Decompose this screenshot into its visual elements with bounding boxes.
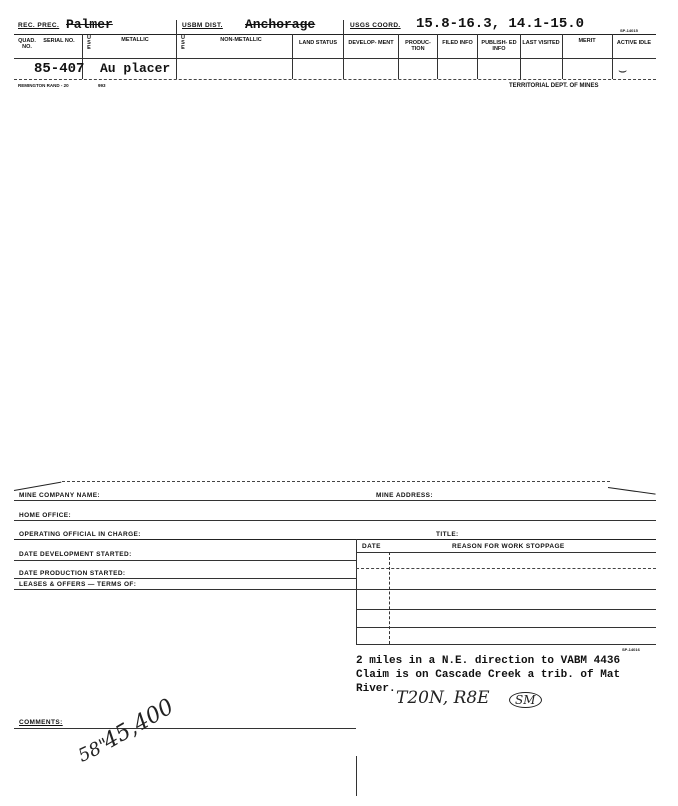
handwritten-comment-1: 58" — [75, 734, 113, 767]
form-code-bottom: SP-14016 — [622, 647, 640, 652]
notes-left-border-lower — [356, 756, 357, 796]
mine-address-label: MINE ADDRESS: — [376, 492, 433, 499]
rule-production — [14, 578, 356, 579]
form-code-top: SP-14015 — [620, 28, 638, 33]
col-land-status: LAND STATUS — [299, 40, 337, 46]
active-idle-mark: ⌣ — [618, 62, 628, 78]
mine-company-name-label: MINE COMPANY NAME: — [19, 492, 100, 499]
stoppage-left-border — [356, 539, 357, 644]
handwritten-township-range: T20N, R8E — [396, 688, 490, 708]
card-col-6 — [437, 34, 438, 79]
col-use-metallic: U S E — [87, 35, 91, 51]
quad-serial-value: 85-407 — [34, 61, 85, 77]
stoppage-date-header: DATE — [362, 543, 381, 550]
rule-stoppage-4 — [356, 627, 656, 628]
usbm-dist-label: USBM DIST. — [182, 22, 223, 29]
title-label: TITLE: — [436, 531, 459, 538]
card-col-7 — [477, 34, 478, 79]
form-top-dashed — [62, 481, 610, 482]
rule-leases — [14, 589, 356, 590]
metallic-value: Au placer — [100, 61, 171, 76]
col-production: PRODUC- TION — [405, 40, 431, 52]
col-published-info: PUBLISH- ED INFO — [481, 40, 517, 52]
card-col-10 — [612, 34, 613, 79]
rule-stoppage-1 — [356, 568, 656, 569]
usbm-dist-value: Anchorage — [245, 17, 316, 32]
card-col-3 — [292, 34, 293, 79]
note-line-2: Claim is on Cascade Creek a trib. of Mat — [356, 669, 621, 681]
date-development-label: DATE DEVELOPMENT STARTED: — [19, 551, 132, 558]
card-rule-3 — [14, 79, 656, 80]
rec-prec-label: REC. PREC. — [18, 22, 60, 29]
printer-code: 993 — [98, 83, 106, 88]
handwritten-meridian: SM — [509, 692, 542, 708]
rule-stoppage-5 — [356, 644, 656, 645]
card-col-5 — [398, 34, 399, 79]
stoppage-reason-header: REASON FOR WORK STOPPAGE — [452, 543, 565, 550]
form-top-curve-left — [14, 482, 61, 491]
date-production-label: DATE PRODUCTION STARTED: — [19, 570, 126, 577]
col-serial-no: SERIAL NO. — [43, 38, 75, 44]
rec-prec-value: Palmer — [66, 17, 113, 32]
col-metallic: METALLIC — [121, 37, 149, 43]
col-last-visited: LAST VISITED — [522, 40, 560, 46]
home-office-label: HOME OFFICE: — [19, 512, 72, 519]
col-quad-no: QUAD. NO. — [18, 38, 36, 50]
col-development: DEVELOP- MENT — [348, 40, 394, 46]
comments-label: COMMENTS: — [19, 719, 63, 726]
agency-label: TERRITORIAL DEPT. OF MINES — [509, 83, 599, 89]
rule-home-office — [14, 520, 656, 521]
rule-stoppage-head — [356, 552, 656, 553]
col-use-nonmetallic: U S E — [181, 35, 185, 51]
rule-stoppage-3 — [356, 609, 656, 610]
usgs-coord-label: USGS COORD. — [350, 22, 401, 29]
operating-official-label: OPERATING OFFICIAL IN CHARGE: — [19, 531, 141, 538]
rule-company — [14, 500, 656, 501]
card-col-8 — [520, 34, 521, 79]
rule-stoppage-2 — [356, 589, 656, 590]
stoppage-date-divider — [389, 552, 390, 644]
usgs-coord-value: 15.8-16.3, 14.1-15.0 — [416, 16, 585, 32]
col-active-idle: ACTIVE IDLE — [616, 40, 652, 46]
col-non-metallic: NON-METALLIC — [220, 37, 262, 43]
rule-official — [14, 539, 656, 540]
card-col-2 — [176, 20, 177, 79]
handwritten-comment-2: 45,400 — [98, 694, 179, 755]
col-merit: MERIT — [578, 38, 596, 44]
form-top-curve-right — [608, 487, 656, 495]
printer-left: REMINGTON RAND - 20 — [18, 83, 69, 88]
rule-development — [14, 560, 356, 561]
col-filed-info: FILED INFO — [442, 40, 473, 46]
note-line-3: River. — [356, 683, 396, 695]
card-rule-2 — [14, 58, 656, 59]
leases-offers-label: LEASES & OFFERS — TERMS OF: — [19, 581, 137, 588]
card-rule-1 — [14, 34, 656, 35]
card-col-4 — [343, 20, 344, 79]
card-col-9 — [562, 34, 563, 79]
note-line-1: 2 miles in a N.E. direction to VABM 4436 — [356, 655, 621, 667]
rule-comments — [14, 728, 356, 729]
